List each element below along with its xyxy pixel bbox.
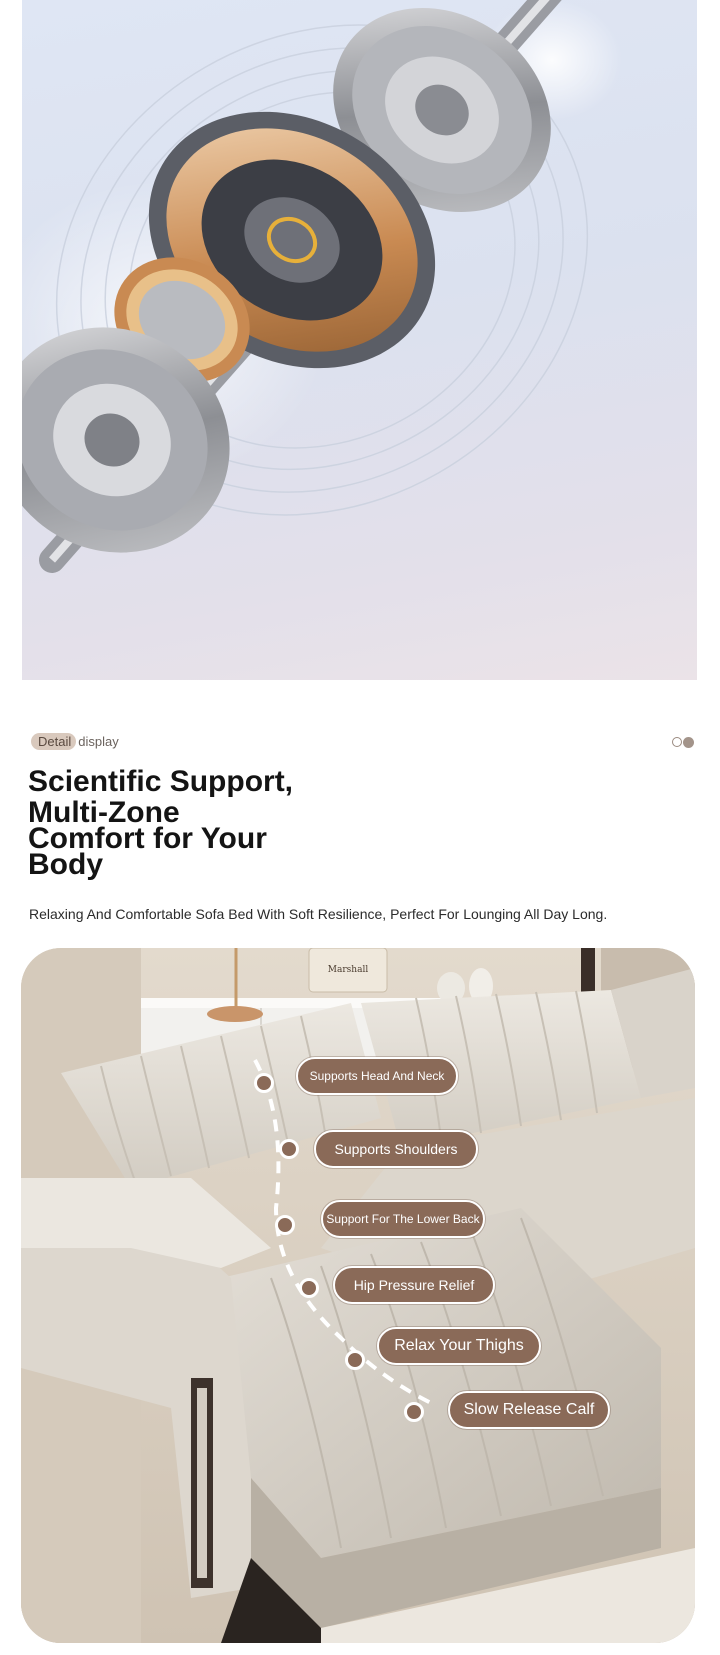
title-line-3: Comfort for Your — [28, 822, 267, 855]
support-marker-head — [254, 1073, 274, 1093]
support-label-shoulders-text: Supports Shoulders — [334, 1141, 458, 1157]
support-marker-shoulders — [279, 1139, 299, 1159]
lamp-brand-text: Marshall — [327, 965, 369, 975]
outline-dot-icon — [672, 737, 682, 747]
tag-highlight: Detail — [31, 733, 76, 750]
support-label-thighs-text: Relax Your Thighs — [394, 1337, 524, 1354]
title-line-2: Multi-Zone — [28, 796, 180, 829]
support-marker-lower-back — [275, 1215, 295, 1235]
support-label-hip — [333, 1266, 495, 1304]
support-label-head — [296, 1057, 458, 1095]
support-label-shoulders — [314, 1130, 478, 1168]
title-line-1: Scientific Support, — [28, 765, 294, 798]
support-label-lower-back — [321, 1200, 485, 1238]
support-marker-calf — [404, 1402, 424, 1422]
decorative-dots-icon — [672, 736, 696, 748]
motor-hero-image — [22, 0, 697, 680]
support-label-lower-back-text: Support For The Lower Back — [326, 1212, 480, 1226]
support-label-hip-text: Hip Pressure Relief — [353, 1277, 475, 1293]
support-label-head-text: Supports Head And Neck — [309, 1069, 445, 1083]
support-label-calf — [448, 1391, 610, 1429]
support-label-calf-text: Slow Release Calf — [463, 1401, 595, 1418]
support-marker-hip — [299, 1278, 319, 1298]
title-line-4: Body — [28, 848, 103, 881]
section-subtitle: Relaxing And Comfortable Sofa Bed With Soft Resilience, Perfect For Lounging All Day Long. — [29, 906, 608, 922]
section-tag — [31, 733, 119, 749]
motor-icon — [22, 0, 697, 680]
support-label-thighs — [377, 1327, 541, 1365]
section-title — [28, 765, 308, 881]
tag-label: display — [78, 733, 119, 749]
support-marker-thighs — [345, 1350, 365, 1370]
filled-dot-icon — [683, 737, 694, 748]
